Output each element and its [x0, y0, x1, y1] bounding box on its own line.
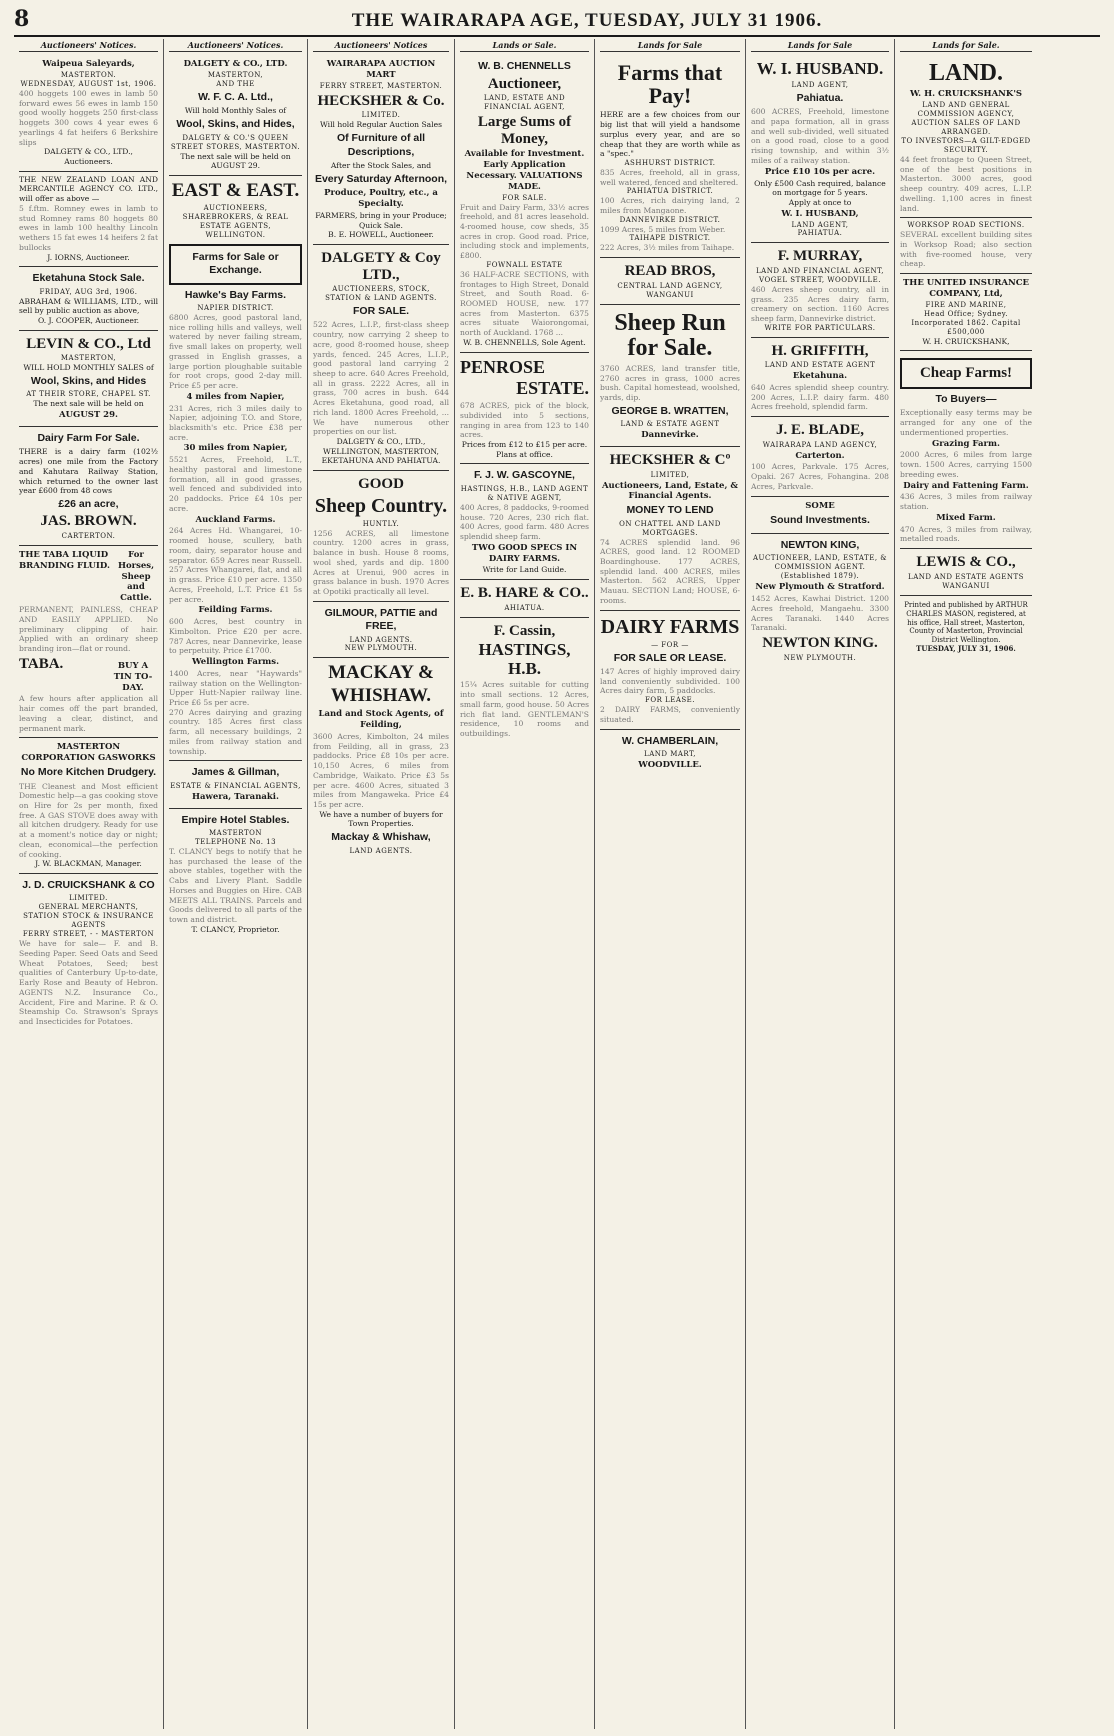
ad-newton-king: NEWTON KING, AUCTIONEER, LAND, ESTATE, & COMMISSION AGENT. (Established 1879). New Plymouth & Stratford. 1452 Acres, Kawhai District. 1200 Acres freehold, Mangaehu. 3300 Acres Taranaki. 1440 Acres Taranaki. NEWTON KING. NEW PLYMOUTH. [751, 538, 889, 662]
ad-gilmour-pattie-free: GILMOUR, PATTIE and FREE, LAND AGENTS. NEW PLYMOUTH. [313, 602, 449, 659]
ad-dalgety-wool: DALGETY & CO., LTD. MASTERTON, AND THE W. F. C. A. Ltd., Will hold Monthly Sales of Wool, Skins, and Hides, DALGETY & CO.'S QUEEN STREET STORES, MASTERTON. The next sale will be held on AUGUST 29. [169, 55, 302, 176]
column-header: Auctioneers' Notices. [19, 39, 158, 52]
ad-penrose-estate: PENROSE ESTATE. 678 ACRES, pick of the block, subdivided into 5 sections, ranging in area from 123 to 140 acres. Prices from £12 to £15 per acre. Plans at office. [460, 353, 589, 465]
newspaper-title: THE WAIRARAPA AGE, TUESDAY, JULY 31 1906. [351, 10, 823, 31]
ad-gascoyne: F. J. W. GASCOYNE, HASTINGS, H.B., LAND AGENT & NATIVE AGENT, 400 Acres, 8 paddocks, 9-roomed house. 720 Acres, 230 rich flat. 400 Acres, good farm. 480 Acres splendid sheep farm. TWO GOOD SPECS IN DAIRY FARMS. Write for Land Guide. [460, 464, 589, 580]
ad-dalgety-for-sale: DALGETY & Coy LTD., AUCTIONEERS, STOCK, STATION & LAND AGENTS. FOR SALE. 522 Acres, L.I.P., first-class sheep country, now carrying 2 sheep to acre, good 8-roomed house, sheep yards, fenced. 245 Acres, L.I.P., good pastoral land carrying 2 sheep to acre. 640 Acres Freehold, all in grass. 2222 Acres, all in grass, 700 acres in bush. 644 Acres Eketahuna, good road, all rich land. 1800 Acres Freehold, ... We have numerous other properties on our list. DALGETY & CO., LTD., WELLINGTON, MASTERTON, EKETAHUNA AND PAHIATUA. [313, 245, 449, 471]
ad-levin: LEVIN & CO., Ltd MASTERTON, WILL HOLD MONTHLY SALES of Wool, Skins, and Hides AT THEIR STORE, CHAPEL ST. The next sale will be held on AUGUST 29. [19, 331, 158, 427]
ad-dairy-farm: Dairy Farm For Sale. THERE is a dairy farm (102½ acres) one mile from the Factory and Kahutara Railway Station, which returned to the owner last year £600 from 48 cows £26 an acre, JAS. BROWN. CARTERTON. [19, 427, 158, 546]
printer-imprint: Printed and published by ARTHUR CHARLES MASON, registered, at his office, Hall street, Masterton, County of Masterton, Provincial District Wellington. TUESDAY, JULY 31, 1906. [904, 600, 1028, 654]
ad-cheap-farms: Cheap Farms! To Buyers— Exceptionally easy terms may be arranged for any one of the undermentioned properties. Grazing Farm. 2000 Acres, 6 miles from large town. 1500 Acres, carrying 1500 breeding ewes. Dairy and Fattening Farm. 436 Acres, 3 miles from railway station. Mixed Farm. 470 Acres, 3 miles from railway, metalled roads. [900, 351, 1032, 549]
ad-husband: W. I. HUSBAND. LAND AGENT, Pahiatua. 600 ACRES, Freehold, limestone and papa formation, all in grass and well sub-divided, well situated on a good road, close to a good rising township, and within 3½ miles of a railway station. Price £10 10s per acre. Only £500 Cash required, balance on mortgage for 5 years. Apply at once to W. I. HUSBAND, LAND AGENT, PAHIATUA. [751, 55, 889, 243]
column-2 [164, 39, 308, 1729]
ad-wairarapa-auction-mart: WAIRARAPA AUCTION MART FERRY STREET, MASTERTON. HECKSHER & Co. LIMITED. Will hold Regular Auction Sales Of Furniture of all Descriptions, After the Stock Sales, and Every Saturday Afternoon, Produce, Poultry, etc., a Specialty. FARMERS, bring in your Produce; Quick Sale. B. E. HOWELL, Auctioneer. [313, 55, 449, 245]
masthead [14, 6, 1100, 37]
ad-waipoua-saleyards: Waipeua Saleyards, MASTERTON. WEDNESDAY, AUGUST 1st, 1906. 400 hoggets 100 ewes in lamb 50 forward ewes 56 ewes in lamb 150 good woolly hoggets 250 first-class hoggets 300 cows 4 year ewes 6 yearlings 4 fat heifers 6 Berkshire slips DALGETY & CO., LTD., Auctioneers. [19, 55, 158, 172]
ad-taba: THE TABA LIQUID BRANDING FLUID. For Horses, Sheep and Cattle. PERMANENT, PAINLESS, CHEAP AND EASILY APPLIED. No preliminary clipping of hair. Applied with an ordinary sheep branding iron—flat or round. TABA. BUY A TIN TO-DAY. A few hours after application all hair comes off the part branded, leaving a clear, distinct, and permanent mark. [19, 546, 158, 738]
ad-chennells: W. B. CHENNELLS Auctioneer, LAND, ESTATE AND FINANCIAL AGENT, Large Sums of Money, Available for Investment. Early Application Necessary. VALUATIONS MADE. FOR SALE. Fruit and Dairy Farm, 33½ acres freehold, and 81 acres leasehold. 4-roomed house, cow sheds, 35 acres in crop. Good road. Price, including stock and implements, £800. FOWNALL ESTATE 36 HALF-ACRE SECTIONS, with frontages to High Street, Donald Street, and South Road. 6-ROOMED HOUSE, new. 177 acres from Masterton. 6375 acres situate Waiorongomai, north of Auckland. 1768 ... W. B. CHENNELLS, Sole Agent. [460, 55, 589, 352]
ad-chamberlain: W. CHAMBERLAIN, LAND MART, WOODVILLE. [621, 734, 719, 770]
ad-blade: J. E. BLADE, WAIRARAPA LAND AGENCY, Carterton. 100 Acres, Parkvale. 175 Acres, Opaki. 267 Acres, Fohangina. 208 Acres, Parkvale. [751, 417, 889, 496]
ad-gasworks: MASTERTON CORPORATION GASWORKS No More Kitchen Drudgery. THE Cleanest and Most efficient Domestic help—a gas cooking stove on Hire for 2s per month, fixed free. A GAS STOVE does away with all kitchen drudgery. Ready for use at a moment's notice day or night; clean, economical—the perfection of cooking. J. W. BLACKMAN, Manager. [19, 738, 158, 874]
column-1 [14, 39, 164, 1729]
ad-griffith: H. GRIFFITH, LAND AND ESTATE AGENT Eketahuna. 640 Acres splendid sheep country. 200 Acres, L.I.P. dairy farm. 480 Acres freehold, splendid farm. [751, 338, 889, 417]
ad-empire-hotel-stables: Empire Hotel Stables. MASTERTON TELEPHONE No. 13 T. CLANCY begs to notify that he has purchased the lease of the above stables, together with the Cabs and Livery Plant. Saddle Horses and Buggies on Hire. CAB MEETS ALL TRAINS. Parcels and Goods delivered to all parts of the town and district. T. CLANCY, Proprietor. [169, 813, 302, 934]
page-number: 8 [14, 6, 30, 32]
ad-nz-loan: THE NEW ZEALAND LOAN AND MERCANTILE AGENCY CO. LTD., will offer as above — 5 f.ftm. Romney ewes in lamb to stud Romney rams 80 hoggets 80 ewes in lamb 100 healthy Lincoln wethers 15 fat ewes 14 heifers 2 fat bullocks J. IORNS, Auctioneer. [19, 172, 158, 267]
column-header: Lands for Sale [600, 39, 740, 52]
ad-mackay-whishaw: MACKAY & WHISHAW. Land and Stock Agents, of Feilding, 3600 Acres, Kimbolton, 24 miles from Feilding, all in grass, 23 paddocks. Price £8 10s per acre. 10,150 Acres, 6 miles from Cambridge, Waikato. Price £3 5s per acre. 4600 Acres, situated 3 miles from Mangaweka. Price £4 15s per acre. We have a number of buyers for Town Properties. Mackay & Whishaw, LAND AGENTS. [313, 662, 449, 855]
ad-united-insurance: THE UNITED INSURANCE COMPANY, Ltd, FIRE AND MARINE, Head Office; Sydney. Incorporated 1862. Capital £500,000 W. H. CRUICKSHANK, [900, 274, 1032, 351]
ad-farms-that-pay: Farms that Pay! HERE are a few choices from our big list that will yield a handsome surplus every year, and are so cheap that they are worth while as a "spec." ASHHURST DISTRICT. 835 Acres, freehold, all in grass, well watered, fenced and sheltered. PAHIATUA DISTRICT. 100 Acres, rich dairying land, 2 miles from Mangaone. DANNEVIRKE DISTRICT. 1099 Acres, 5 miles from Weber. TAIHAPE DISTRICT. 222 Acres, 3½ miles from Taihape. [600, 55, 740, 258]
ad-worksop: WORKSOP ROAD SECTIONS. SEVERAL excellent building sites in Worksop Road; also section with five-roomed house, very cheap. [900, 218, 1032, 274]
ad-cassin: F. Cassin, HASTINGS, H.B. 15¼ Acres suitable for cutting into small sections. 12 Acres, small farm, good house. 50 Acres rich flat land. GENTLEMAN'S residence, 10 rooms and outbuildings. [460, 622, 589, 739]
ad-hare-co: E. B. HARE & CO.. AHIATUA. [460, 580, 589, 617]
column-header: Lands or Sale. [460, 39, 589, 52]
column-3 [308, 39, 455, 1729]
ad-good-sheep-country: GOOD Sheep Country. HUNTLY. 1256 ACRES, all limestone country. 1200 acres in grass, balance in bush. House 8 rooms, wool shed, yards and dip. 1800 Acres at Urenui, 900 acres in grass balance in bush. 1970 Acres at Opotiki practically all level. [313, 471, 449, 601]
ad-sheep-run: Sheep Run for Sale. 3760 ACRES, land transfer title, 2760 acres in grass, 1000 acres bush. Capital homestead, woolshed, yards, dip. GEORGE B. WRATTEN, LAND & ESTATE AGENT Dannevirke. [600, 305, 740, 448]
column-header: Lands for Sale. [900, 39, 1032, 52]
ad-dairy-farms: DAIRY FARMS — FOR — FOR SALE OR LEASE. 147 Acres of highly improved dairy land conveniently subdivided. 100 Acres dairy farm, 5 paddocks. FOR LEASE. 2 DAIRY FARMS, conveniently situated. [600, 611, 740, 730]
ad-hecksher-money: HECKSHER & Cº LIMITED, Auctioneers, Land, Estate, & Financial Agents. MONEY TO LEND ON CHATTEL AND LAND MORTGAGES. 74 ACRES splendid land. 96 ACRES, good land. 12 ROOMED Boardinghouse. 177 ACRES, splendid land. 400 ACRES, miles Masterton. 562 ACRES, Upper Mauau. SECTION Land; HOUSE, 6-rooms. [600, 447, 740, 611]
column-6 [746, 39, 895, 1729]
column-header: Auctioneers' Notices. [169, 39, 302, 52]
ad-cruickshank-co: J. D. CRUICKSHANK & CO LIMITED. GENERAL MERCHANTS, STATION STOCK & INSURANCE AGENTS FERRY STREET, - - MASTERTON We have for sale— F. and B. Seeding Paper. Seed Oats and Seed Wheat Potatoes, Seed; best qualities of Canterbury Up-to-date, Early Rose and Beauty of Hebron. AGENTS N.Z. Insurance Co., Accident, Fire and Marine. P. & O. Steamship Co. Strawson's Sprays and Insecticides for Potatoes. [19, 878, 158, 1026]
ad-lewis: LEWIS & CO., LAND AND ESTATE AGENTS WANGANUI [900, 549, 1032, 595]
ad-murray: F. MURRAY, LAND AND FINANCIAL AGENT, VOGEL STREET, WOODVILLE. 460 Acres sheep country, all in grass. 235 Acres dairy farm, creamery on section. 1160 Acres sheep farm, Dannevirke district. WRITE FOR PARTICULARS. [751, 243, 889, 337]
ad-cruickshank-land: LAND. W. H. CRUICKSHANK'S LAND AND GENERAL COMMISSION AGENCY, AUCTION SALES OF LAND ARRANGED. TO INVESTORS—A GILT-EDGED SECURITY. 44 feet frontage to Queen Street, one of the best positions in Masterton. 3000 acres, good sheep country. 409 acres, L.I.P. dwelling. 1,100 acres in finest land. [900, 55, 1032, 218]
column-7 [895, 39, 1037, 1729]
ad-james-gillman: James & Gillman, ESTATE & FINANCIAL AGENTS, Hawera, Taranaki. [169, 761, 302, 808]
ad-sound-investments: SOME Sound Investments. [751, 497, 889, 534]
column-4 [455, 39, 595, 1729]
ad-read-bros: READ BROS, CENTRAL LAND AGENCY, WANGANUI [600, 258, 740, 304]
column-header: Auctioneers' Notices [313, 39, 449, 52]
ad-east-and-east: EAST & EAST. AUCTIONEERS, SHAREBROKERS, & REAL ESTATE AGENTS, WELLINGTON. Farms for Sale or Exchange. Hawke's Bay Farms. NAPIER DISTRICT. 6800 Acres, good pastoral land, nice rolling hills and valleys, well watered by never failing stream, five small lakes on property, well grassed in English grasses, a large portion ploughable suitable for root crops, good 2-day mill. Price £5 per acre. 4 miles from Napier, 231 Acres, rich 3 miles daily to Napier, adjoining T.O. and Store, blacksmith's etc. Price £38 per acre. 30 miles from Napier, 5521 Acres, Freehold, L.T., healthy pastoral and limestone formation, all in good grasses, well fenced and subdivided into 20 paddocks. Price £4 10s per acre. Auckland Farms. 264 Acres Hd. Whangarei, 10-roomed house, scullery, bath room, dairy, separator house and separator. 659 Acres near Russell. 257 Acres Whangarei, flat, and all in grass. Price £10 per acre. 1350 Acres, Freehold, L.T. Price £1 5s per acre. Feilding Farms. 600 Acres, best country in Kimbolton. Price £20 per acre. 787 Acres, near Dannevirke, lease to perpetuity. Price £1700. Wellington Farms. 1400 Acres, near "Haywards" railway station on the Wellington-Upper Hutt-Napier railway line. Price £6 5s per acre. 270 Acres dairying and grazing country. 185 Acres first class farm, all necessary buildings, 2 miles from railway station and township. [169, 176, 302, 761]
column-header: Lands for Sale [751, 39, 889, 52]
column-5 [595, 39, 746, 1729]
ad-eketahuna-stock-sale: Eketahuna Stock Sale. FRIDAY, AUG 3rd, 1906. ABRAHAM & WILLIAMS, LTD., will sell by public auction as above, O. J. COOPER, Auctioneer. [19, 267, 158, 331]
